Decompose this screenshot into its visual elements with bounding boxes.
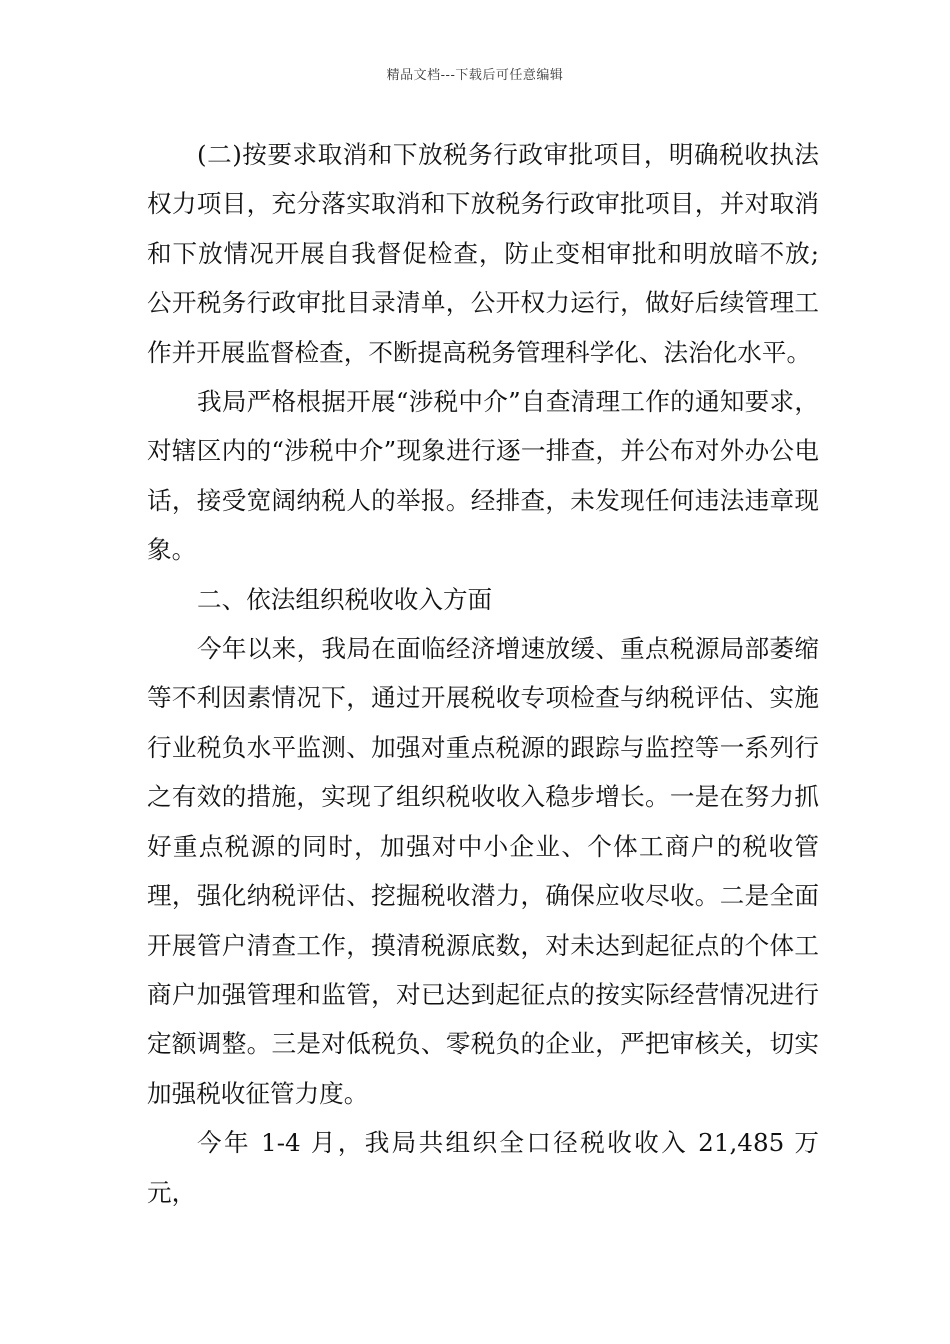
page-header: 精品文档---下载后可任意编辑 [386,68,564,83]
paragraph-approval-items: (二)按要求取消和下放税务行政审批项目，明确税收执法权力项目，充分落实取消和下放税务行政审批项目，并对取消和下放情况开展自我督促检查，防止变相审批和明放暗不放;公开税务行政审批目录清单，公开权力运行，做好后续管理工作并开展监督检查，不断提高税务管理科学化、法治化水平。 [147,140,819,367]
section-heading-tax-revenue: 二、依法组织税收收入方面 [197,584,493,614]
document-body [147,130,819,1217]
paragraph-revenue-measures: 今年以来，我局在面临经济增速放缓、重点税源局部萎缩等不利因素情况下，通过开展税收专项检查与纳税评估、实施行业税负水平监测、加强对重点税源的跟踪与监控等一系列行之有效的措施，实现了组织税收收入稳步增长。一是在努力抓好重点税源的同时，加强对中小企业、个体工商户的税收管理，强化纳税评估、挖掘税收潜力，确保应收尽收。二是全面开展管户清查工作，摸清税源底数，对未达到起征点的个体工商户加强管理和监管，对已达到起征点的按实际经营情况进行定额调整。三是对低税负、零税负的企业，严把审核关，切实加强税收征管力度。 [147,634,819,1108]
paragraph-revenue-figures: 今年 1-4 月，我局共组织全口径税收收入 21,485 万元， [147,1128,819,1207]
paragraph-tax-intermediary: 我局严格根据开展“涉税中介”自查清理工作的通知要求，对辖区内的“涉税中介”现象进行逐一排查，并公布对外办公电话，接受宽阔纳税人的举报。经排查，未发现任何违法违章现象。 [147,387,819,565]
